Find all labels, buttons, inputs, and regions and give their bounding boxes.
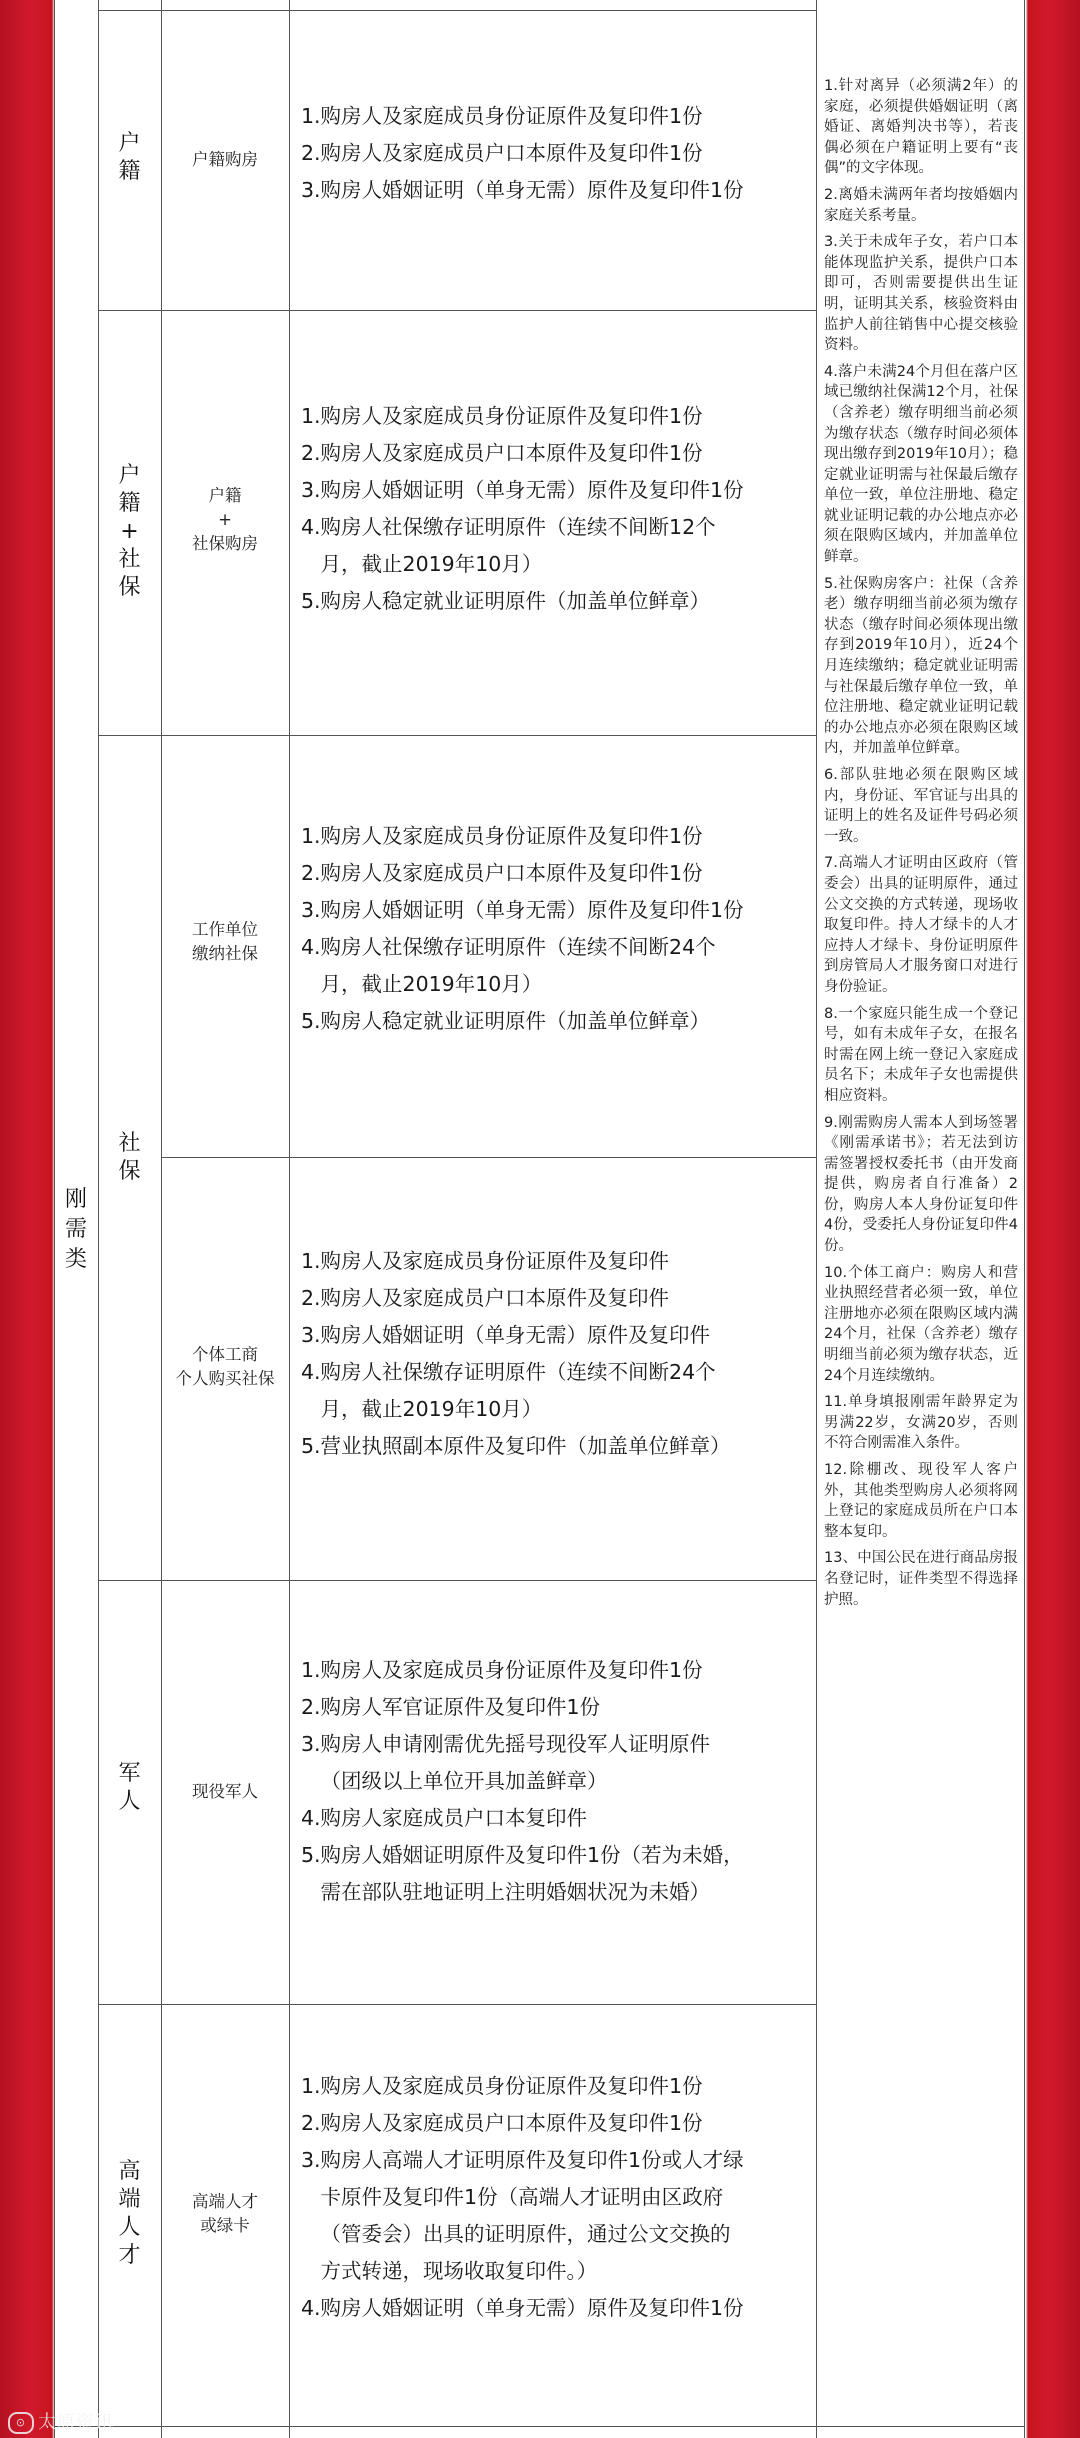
vertical-char: 需 bbox=[64, 1217, 87, 1242]
requirements-self-employed bbox=[301, 1243, 845, 1465]
note-item: 6.部队驻地必须在限购区域内，身份证、军官证与出具的证明上的姓名及证件号码必须一致。 bbox=[824, 767, 1018, 845]
sub-label-line: 工作单位 bbox=[192, 920, 258, 939]
requirement-item: 1.购房人及家庭成员身份证原件及复印件1份 bbox=[301, 2074, 703, 2098]
notes-column bbox=[824, 76, 1018, 1616]
requirement-item: 5.购房人婚姻证明原件及复印件1份（若为未婚， bbox=[301, 1843, 744, 1867]
requirements-household-social bbox=[301, 398, 845, 620]
sub-label-line: 社保购房 bbox=[192, 534, 258, 553]
note-item: 5.社保购房客户：社保（含养老）缴存明细当前必须为缴存状态（缴存时间必须体现出缴存到2019年10月），近24个月连续缴纳；稳定就业证明需与社保最后缴存单位一致，单位注册地、稳定就业证明记载的办公地点亦必须在限购区域内，并加盖单位鲜章。 bbox=[824, 575, 1018, 757]
requirement-item: 3.购房人婚姻证明（单身无需）原件及复印件1份 bbox=[301, 898, 744, 922]
table-divider bbox=[98, 0, 99, 2438]
requirements-military bbox=[301, 1652, 845, 1911]
requirement-item: 1.购房人及家庭成员身份证原件及复印件1份 bbox=[301, 824, 703, 848]
row-divider bbox=[161, 1157, 816, 1158]
requirement-item: 4.购房人家庭成员户口本复印件 bbox=[301, 1806, 588, 1830]
requirement-item: 需在部队驻地证明上注明婚姻状况为未婚） bbox=[301, 1880, 711, 1904]
sub-label-line: 高端人才 bbox=[192, 2192, 258, 2211]
requirement-item: 5.购房人稳定就业证明原件（加盖单位鲜章） bbox=[301, 589, 711, 613]
sub-label-household-social bbox=[161, 484, 289, 556]
note-item: 2.离婚未满两年者均按婚姻内家庭关系考量。 bbox=[824, 186, 1018, 224]
requirement-item: 3.购房人婚姻证明（单身无需）原件及复印件1份 bbox=[301, 478, 744, 502]
requirement-item: 月，截止2019年10月） bbox=[301, 552, 543, 576]
vertical-char: 社 bbox=[118, 547, 141, 572]
row-divider bbox=[98, 735, 816, 736]
sub-label-talent bbox=[161, 2190, 289, 2238]
sub-label-employer-social bbox=[161, 918, 289, 966]
sub-label-household bbox=[161, 148, 289, 172]
row-divider bbox=[98, 10, 816, 11]
requirement-item: 月，截止2019年10月） bbox=[301, 1397, 543, 1421]
note-item: 13、中国公民在进行商品房报名登记时，证件类型不得选择护照。 bbox=[824, 1550, 1018, 1608]
vertical-char: 人 bbox=[118, 2215, 141, 2240]
requirement-item: （管委会）出具的证明原件，通过公文交换的 bbox=[301, 2222, 731, 2246]
requirement-item: 2.购房人及家庭成员户口本原件及复印件1份 bbox=[301, 141, 703, 165]
table-divider bbox=[161, 0, 162, 2438]
requirement-item: 5.营业执照副本原件及复印件（加盖单位鲜章） bbox=[301, 1434, 731, 1458]
vertical-char: 刚 bbox=[64, 1187, 87, 1212]
requirement-item: 3.购房人申请刚需优先摇号现役军人证明原件 bbox=[301, 1732, 711, 1756]
requirement-item: 3.购房人婚姻证明（单身无需）原件及复印件 bbox=[301, 1323, 711, 1347]
requirements-talent bbox=[301, 2068, 845, 2327]
vertical-char: 才 bbox=[118, 2243, 141, 2268]
note-item: 4.落户未满24个月但在落户区域已缴纳社保满12个月，社保（含养老）缴存明细当前必须为缴存状态（缴存时间必须体现出缴存到2019年10月）；稳定就业证明需与社保最后缴存单位一致，单位注册地、稳定就业证明记载的办公地点亦必须在限购区域内，并加盖单位鲜章。 bbox=[824, 363, 1018, 566]
row-divider bbox=[98, 1580, 816, 1581]
requirement-item: 1.购房人及家庭成员身份证原件及复印件1份 bbox=[301, 404, 703, 428]
row-divider bbox=[98, 310, 816, 311]
vertical-char: 社 bbox=[118, 1131, 141, 1156]
sub-label-military bbox=[161, 1780, 289, 1804]
sub-label-line: 个人购买社保 bbox=[175, 1369, 275, 1388]
type-text bbox=[98, 1760, 161, 1816]
note-item: 12.除棚改、现役军人客户外，其他类型购房人必须将网上登记的家庭成员所在户口本整本复印。 bbox=[824, 1462, 1018, 1540]
requirement-item: 1.购房人及家庭成员身份证原件及复印件1份 bbox=[301, 1658, 703, 1682]
requirement-item: 3.购房人高端人才证明原件及复印件1份或人才绿 bbox=[301, 2148, 744, 2172]
category-label bbox=[54, 1185, 98, 1275]
requirement-item: 4.购房人社保缴存证明原件（连续不间断12个 bbox=[301, 515, 716, 539]
vertical-char: 户 bbox=[118, 463, 141, 488]
sub-label-line: 个体工商 bbox=[192, 1345, 258, 1364]
type-label-talent bbox=[98, 2158, 161, 2270]
requirement-item: 卡原件及复印件1份（高端人才证明由区政府 bbox=[301, 2185, 724, 2209]
vertical-char: 端 bbox=[118, 2187, 141, 2212]
requirement-item: 1.购房人及家庭成员身份证原件及复印件1份 bbox=[301, 104, 703, 128]
sub-label-line: 户籍购房 bbox=[192, 150, 258, 169]
requirement-item: 4.购房人婚姻证明（单身无需）原件及复印件1份 bbox=[301, 2296, 744, 2320]
requirements-household bbox=[301, 98, 845, 209]
requirement-item: 月，截止2019年10月） bbox=[301, 972, 543, 996]
vertical-char: 籍 bbox=[118, 159, 141, 184]
note-item: 10.个体工商户：购房人和营业执照经营者必须一致，单位注册地亦必须在限购区域内满24个月，社保（含养老）缴存明细当前必须为缴存状态，近24个月连续缴纳。 bbox=[824, 1264, 1018, 1384]
requirement-item: 方式转递，现场收取复印件。） bbox=[301, 2259, 598, 2283]
vertical-char: 高 bbox=[118, 2159, 141, 2184]
watermark-logo-icon: ⊙ bbox=[8, 2412, 34, 2434]
note-item: 9.刚需购房人需本人到场签署《刚需承诺书》；若无法到访需签署授权委托书（由开发商提供，购房者自行准备）2份，购房人本人身份证复印件4份，受委托人身份证复印件4份。 bbox=[824, 1114, 1018, 1255]
watermark bbox=[8, 2408, 114, 2434]
row-divider bbox=[98, 2004, 816, 2005]
requirement-item: 1.购房人及家庭成员身份证原件及复印件 bbox=[301, 1249, 670, 1273]
requirement-item: 4.购房人社保缴存证明原件（连续不间断24个 bbox=[301, 935, 716, 959]
requirement-item: 3.购房人婚姻证明（单身无需）原件及复印件1份 bbox=[301, 178, 744, 202]
note-item: 3.关于未成年子女，若户口本能体现监护关系，提供户口本即可，否则需要提供出生证明，证明其关系，核验资料由监护人前往销售中心提交核验资料。 bbox=[824, 234, 1018, 354]
sub-label-line: 缴纳社保 bbox=[192, 944, 258, 963]
requirement-item: （团级以上单位开具加盖鲜章） bbox=[301, 1769, 608, 1793]
type-label-military bbox=[98, 1760, 161, 1816]
requirement-item: 2.购房人及家庭成员户口本原件及复印件1份 bbox=[301, 441, 703, 465]
vertical-char: 军 bbox=[118, 1761, 141, 1786]
vertical-char: + bbox=[120, 519, 139, 544]
sub-label-line: 或绿卡 bbox=[200, 2216, 250, 2235]
vertical-char: 类 bbox=[64, 1247, 87, 1272]
requirement-item: 2.购房人及家庭成员户口本原件及复印件1份 bbox=[301, 2111, 703, 2135]
requirements-table bbox=[54, 0, 1026, 2438]
watermark-text: 太原资讯 bbox=[38, 2412, 114, 2433]
note-item: 11.单身填报刚需年龄界定为男满22岁，女满20岁，否则不符合刚需准入条件。 bbox=[824, 1394, 1018, 1452]
note-item: 8.一个家庭只能生成一个登记号，如有未成年子女，在报名时需在网上统一登记入家庭成员名下；未成年子女也需提供相应资料。 bbox=[824, 1005, 1018, 1104]
type-label-social bbox=[98, 1130, 161, 1186]
requirement-item: 4.购房人社保缴存证明原件（连续不间断24个 bbox=[301, 1360, 716, 1384]
requirement-item: 5.购房人稳定就业证明原件（加盖单位鲜章） bbox=[301, 1009, 711, 1033]
requirements-employer-social bbox=[301, 818, 845, 1040]
type-label-household bbox=[98, 130, 161, 186]
vertical-char: 保 bbox=[118, 575, 141, 600]
table-border-bottom bbox=[54, 2426, 1024, 2427]
vertical-char: 人 bbox=[118, 1789, 141, 1814]
requirement-item: 2.购房人及家庭成员户口本原件及复印件1份 bbox=[301, 861, 703, 885]
type-label-household-social bbox=[98, 462, 161, 602]
type-text bbox=[98, 462, 161, 602]
note-item: 7.高端人才证明由区政府（管委会）出具的证明原件，通过公文交换的方式转递，现场收取复印件。持人才绿卡的人才应持人才绿卡、身份证明原件到房管局人才服务窗口对进行身份验证。 bbox=[824, 855, 1018, 995]
sub-label-line: 户籍 bbox=[208, 486, 242, 505]
vertical-char: 户 bbox=[118, 131, 141, 156]
table-divider bbox=[289, 0, 290, 2438]
requirement-item: 2.购房人军官证原件及复印件1份 bbox=[301, 1695, 601, 1719]
sub-label-self-employed bbox=[161, 1343, 289, 1391]
sub-label-line: 现役军人 bbox=[192, 1782, 258, 1801]
note-item: 1.针对离异（必须满2年）的家庭，必须提供婚姻证明（离婚证、离婚判决书等），若丧偶必须在户籍证明上要有“丧偶”的文字体现。 bbox=[824, 78, 1018, 177]
requirement-item: 2.购房人及家庭成员户口本原件及复印件 bbox=[301, 1286, 670, 1310]
type-text bbox=[98, 1130, 161, 1186]
type-text bbox=[98, 130, 161, 186]
vertical-char: 籍 bbox=[118, 491, 141, 516]
category-text bbox=[54, 1185, 98, 1275]
sub-label-line: + bbox=[218, 510, 232, 529]
table-border-right bbox=[1024, 0, 1025, 2438]
vertical-char: 保 bbox=[118, 1159, 141, 1184]
type-text bbox=[98, 2158, 161, 2270]
